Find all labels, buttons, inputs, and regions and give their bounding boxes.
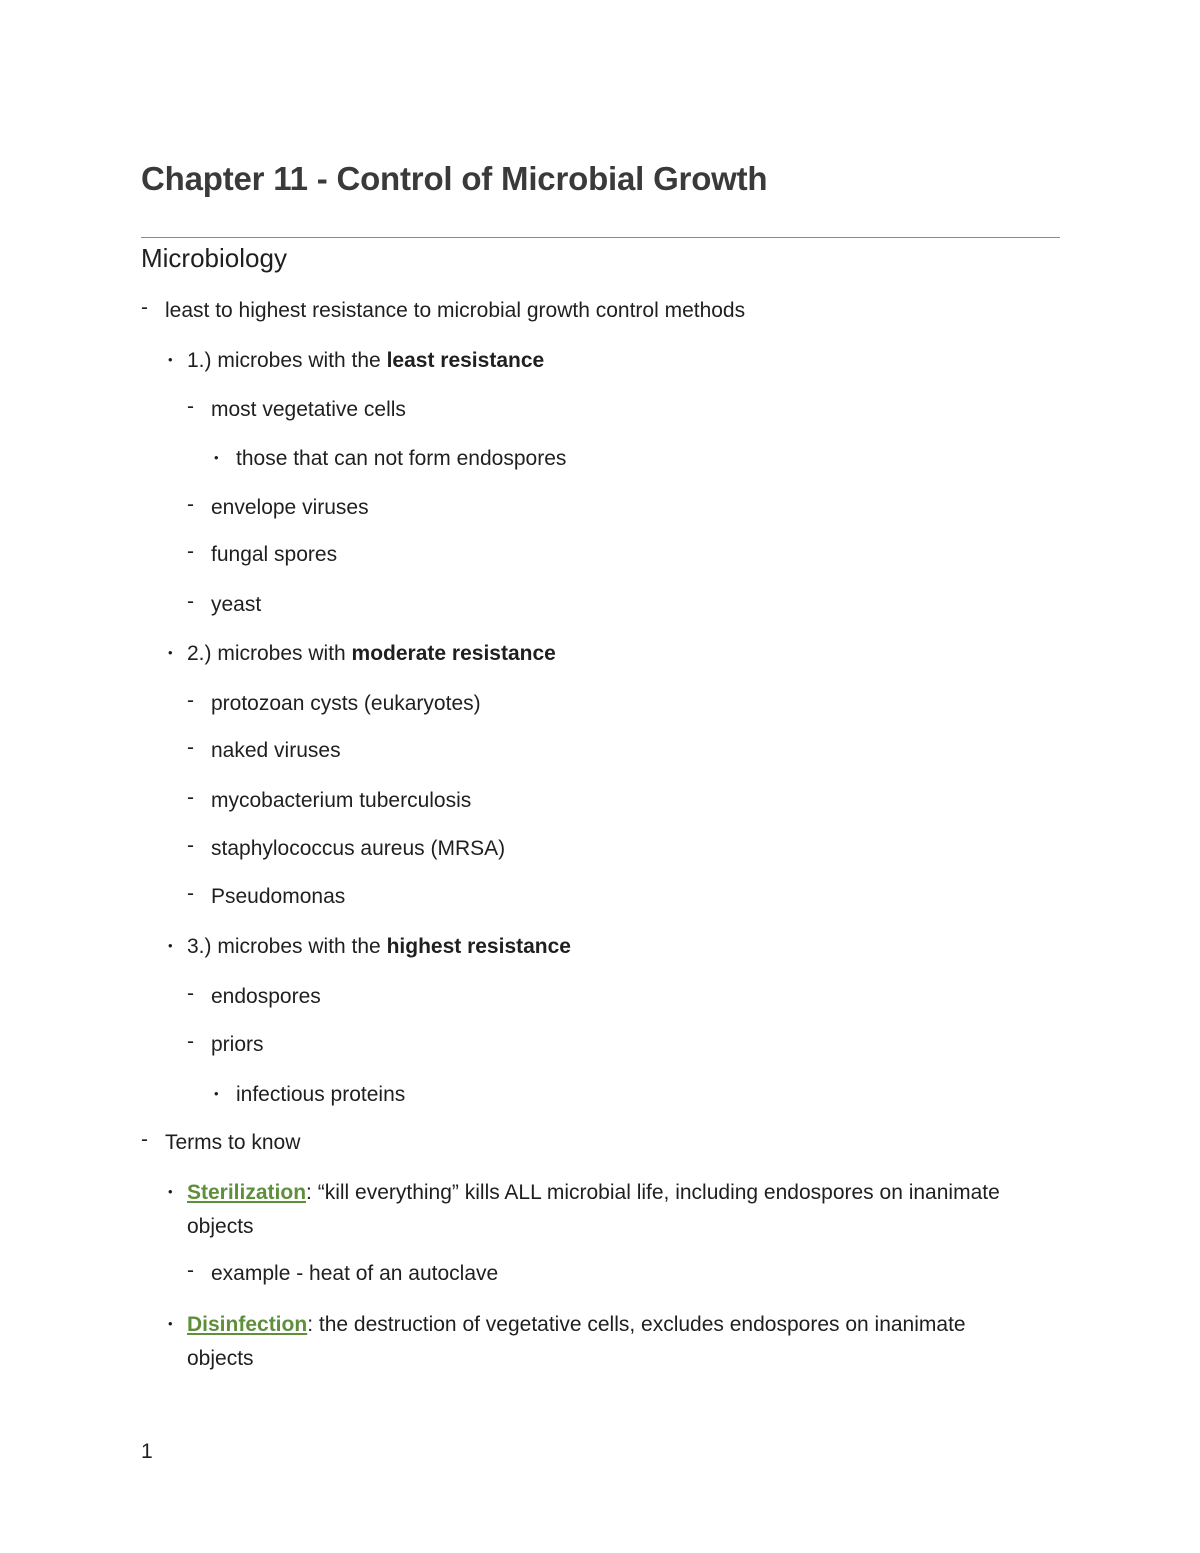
term-disinfection: Disinfection — [187, 1313, 308, 1336]
list-item: mycobacterium tuberculosis — [211, 789, 472, 812]
dash-marker: - — [187, 982, 194, 1005]
title-divider — [141, 237, 1060, 238]
page-title: Chapter 11 - Control of Microbial Growth — [141, 160, 768, 197]
list-item: fungal spores — [211, 543, 338, 566]
page-number: 1 — [141, 1440, 153, 1463]
list-item: Disinfection: the destruction of vegetative cells, excludes endospores on inanimate objects — [187, 1313, 966, 1370]
list-item: yeast — [211, 593, 262, 616]
list-item: priors — [211, 1033, 264, 1056]
term-sterilization: Sterilization — [187, 1181, 307, 1204]
dash-marker: - — [187, 395, 194, 418]
dash-marker: - — [187, 1030, 194, 1053]
list-item: 1.) microbes with the least resistance — [187, 349, 545, 372]
page-subtitle: Microbiology — [141, 243, 287, 273]
bullet-marker: • — [214, 450, 219, 465]
list-item: most vegetative cells — [211, 398, 406, 421]
dash-marker: - — [187, 1259, 194, 1282]
bullet-marker: • — [168, 352, 173, 367]
list-item: envelope viruses — [211, 496, 369, 519]
dash-marker: - — [141, 296, 148, 319]
bullet-marker: • — [214, 1086, 219, 1101]
list-item: those that can not form endospores — [236, 447, 567, 470]
bullet-marker: • — [168, 645, 173, 660]
list-item: Pseudomonas — [211, 885, 346, 908]
bullet-marker: • — [168, 1316, 173, 1331]
list-item: staphylococcus aureus (MRSA) — [211, 837, 506, 860]
dash-marker: - — [187, 540, 194, 563]
bullet-marker: • — [168, 1184, 173, 1199]
dash-marker: - — [187, 493, 194, 516]
bullet-marker: • — [168, 938, 173, 953]
list-item: 3.) microbes with the highest resistance — [187, 935, 571, 958]
dash-marker: - — [187, 882, 194, 905]
list-item: Terms to know — [165, 1131, 301, 1154]
list-item: endospores — [211, 985, 321, 1008]
list-item: example - heat of an autoclave — [211, 1262, 499, 1285]
dash-marker: - — [141, 1128, 148, 1151]
dash-marker: - — [187, 786, 194, 809]
dash-marker: - — [187, 736, 194, 759]
dash-marker: - — [187, 689, 194, 712]
list-item: 2.) microbes with moderate resistance — [187, 642, 556, 665]
list-item: Sterilization: “kill everything” kills ALL microbial life, including endospores on inanimate objects — [187, 1181, 1000, 1238]
dash-marker: - — [187, 590, 194, 613]
list-item: least to highest resistance to microbial growth control methods — [165, 299, 746, 322]
dash-marker: - — [187, 834, 194, 857]
list-item: infectious proteins — [236, 1083, 406, 1106]
list-item: naked viruses — [211, 739, 341, 762]
list-item: protozoan cysts (eukaryotes) — [211, 692, 481, 715]
